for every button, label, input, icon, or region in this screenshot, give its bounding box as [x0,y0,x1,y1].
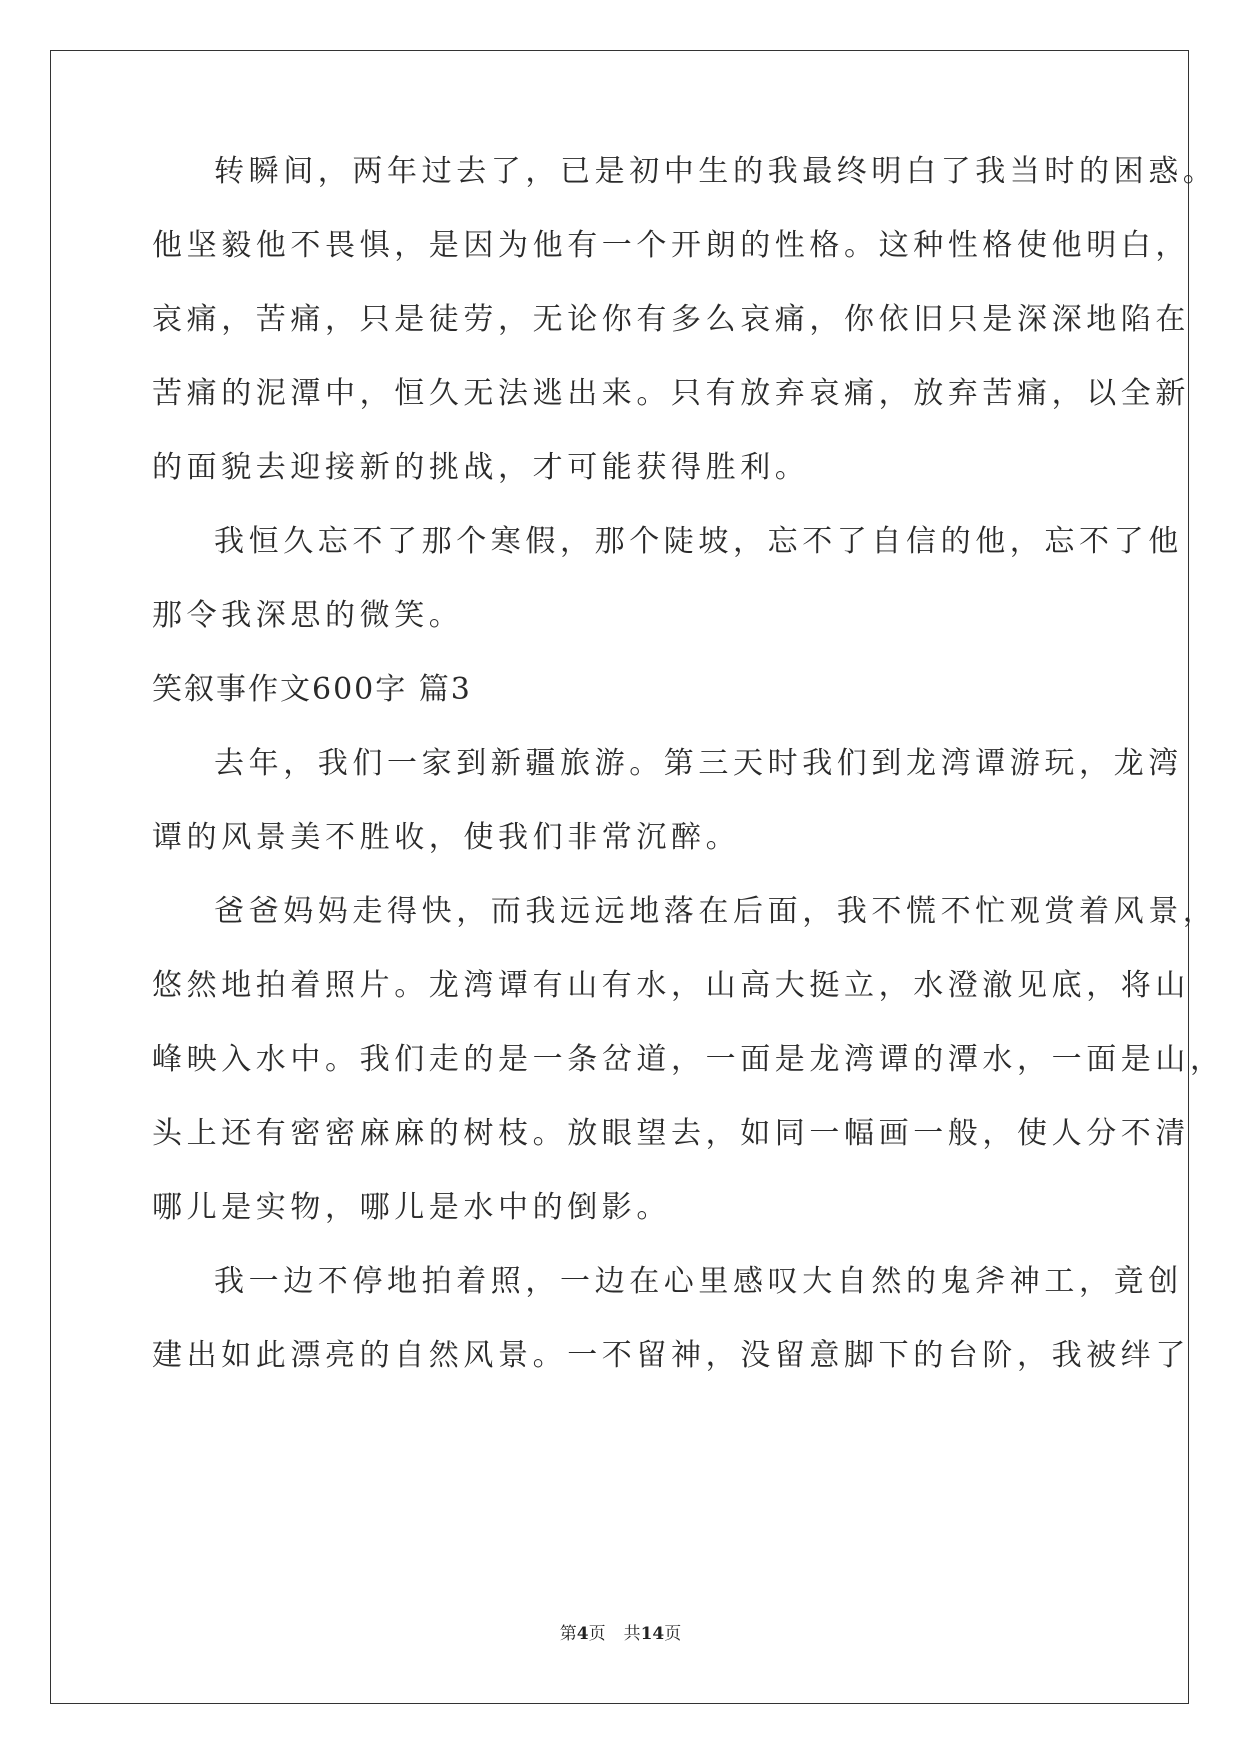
text-line: 头上还有密密麻麻的树枝。放眼望去，如同一幅画一般，使人分不清 [152,1116,1190,1151]
text-line: 他坚毅他不畏惧，是因为他有一个开朗的性格。这种性格使他明白， [152,228,1190,263]
text-line: 的面貌去迎接新的挑战，才可能获得胜利。 [152,450,810,485]
total-prefix: 共 [623,1624,641,1644]
text-line: 哪儿是实物，哪儿是水中的倒影。 [152,1190,671,1225]
text-line: 爸爸妈妈走得快，而我远远地落在后面，我不慌不忙观赏着风景， [214,894,1218,929]
text-line: 谭的风景美不胜收，使我们非常沉醉。 [152,820,741,855]
text-line: 峰映入水中。我们走的是一条岔道，一面是龙湾谭的潭水，一面是山， [152,1042,1225,1077]
text-line: 哀痛，苦痛，只是徒劳，无论你有多么哀痛，你依旧只是深深地陷在 [152,302,1190,337]
text-line: 那令我深思的微笑。 [152,598,464,633]
page-border [50,50,1189,1704]
text-line: 悠然地拍着照片。龙湾谭有山有水，山高大挺立，水澄澈见底，将山 [152,968,1190,1003]
total-pages: 14 [640,1624,665,1644]
section-heading: 笑叙事作文600字 篇3 [152,672,472,707]
text-line: 建出如此漂亮的自然风景。一不留神，没留意脚下的台阶，我被绊了 [152,1338,1190,1373]
text-line: 我一边不停地拍着照，一边在心里感叹大自然的鬼斧神工，竟创 [214,1264,1183,1299]
text-line: 去年，我们一家到新疆旅游。第三天时我们到龙湾谭游玩，龙湾 [214,746,1183,781]
page-footer [0,1622,1241,1646]
page-suffix: 页 [588,1624,606,1644]
text-line: 转瞬间，两年过去了，已是初中生的我最终明白了我当时的困惑。 [214,154,1218,189]
page-prefix: 第 [559,1624,577,1644]
page-number: 4 [576,1624,589,1644]
total-suffix: 页 [664,1624,682,1644]
text-line: 苦痛的泥潭中，恒久无法逃出来。只有放弃哀痛，放弃苦痛，以全新 [152,376,1190,411]
text-line: 我恒久忘不了那个寒假，那个陡坡，忘不了自信的他，忘不了他 [214,524,1183,559]
